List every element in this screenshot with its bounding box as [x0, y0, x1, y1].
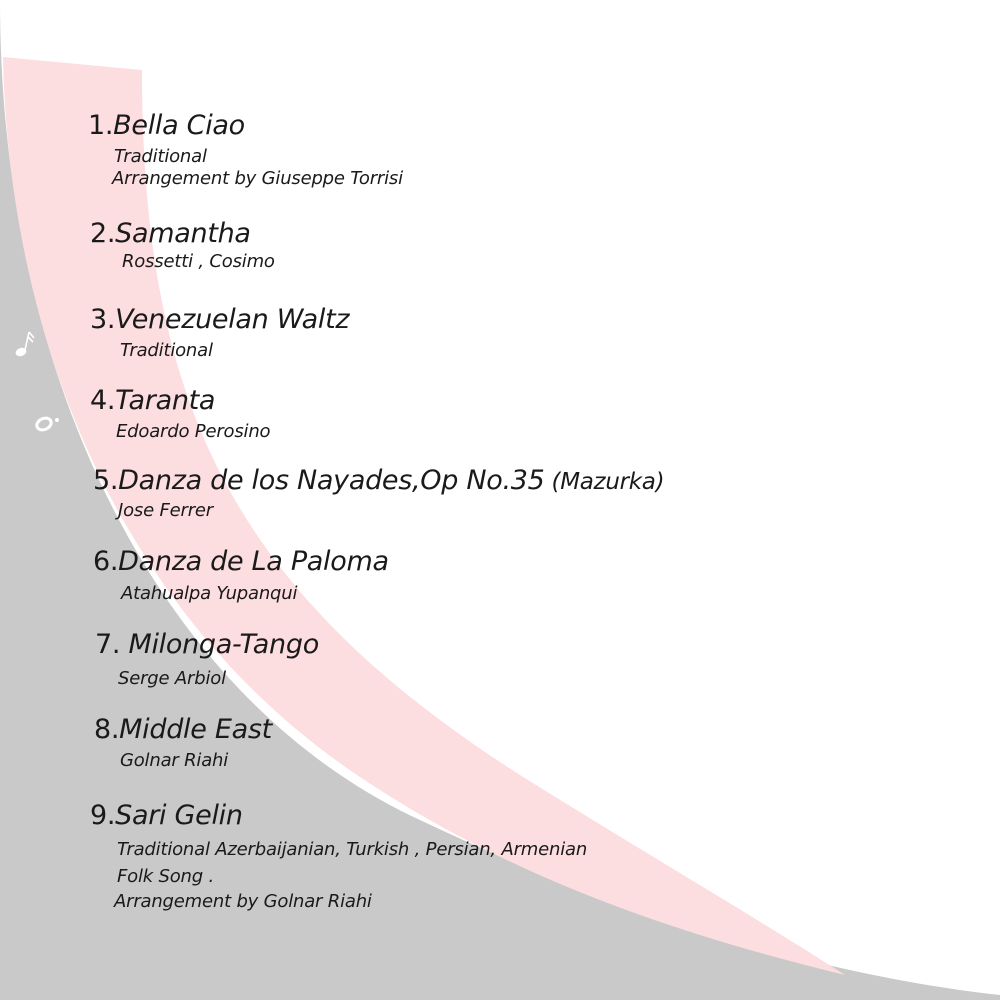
track-credit: Traditional: [120, 340, 213, 361]
track-subtitle: (Mazurka): [544, 469, 665, 495]
track-number: 1.: [88, 110, 114, 141]
track-title: Danza de La Paloma: [118, 546, 389, 577]
track-title: Milonga-Tango: [128, 629, 319, 660]
track-heading: [90, 385, 215, 417]
track-number: 5.: [93, 465, 119, 496]
track-credit: Folk Song .: [117, 866, 215, 887]
track-title: Samantha: [115, 218, 251, 249]
track-heading: [94, 714, 272, 746]
track-heading: [93, 465, 664, 498]
track-title: Middle East: [119, 714, 272, 745]
track-number: 2.: [90, 218, 116, 249]
track-credit: Serge Arbiol: [118, 668, 226, 689]
track-credit: Arrangement by Golnar Riahi: [114, 891, 372, 912]
track-number: 8.: [94, 714, 120, 745]
track-title: Sari Gelin: [115, 800, 243, 831]
track-title: Danza de los Nayades,Op No.35: [118, 465, 545, 496]
track-credit: Atahualpa Yupanqui: [121, 583, 298, 604]
track-title: Bella Ciao: [113, 110, 245, 141]
track-number: 4.: [90, 385, 116, 416]
track-heading: [93, 546, 389, 578]
track-number: 3.: [90, 304, 116, 335]
track-credit: Jose Ferrer: [118, 500, 213, 521]
track-credit: Rossetti , Cosimo: [122, 251, 275, 272]
track-number: 6.: [93, 546, 119, 577]
track-credit: Edoardo Perosino: [116, 421, 271, 442]
track-credit: Traditional: [114, 146, 207, 167]
track-heading: [90, 800, 243, 832]
track-credit: Golnar Riahi: [120, 750, 229, 771]
track-heading: [95, 629, 319, 661]
track-credit: Traditional Azerbaijanian, Turkish , Persian, Armenian: [117, 839, 588, 860]
track-number: 9.: [90, 800, 116, 831]
track-title: Venezuelan Waltz: [115, 304, 350, 335]
track-title: Taranta: [115, 385, 216, 416]
track-heading: [90, 304, 349, 336]
track-number: 7.: [95, 629, 129, 660]
track-heading: [90, 218, 251, 250]
track-heading: [88, 110, 245, 142]
track-credit: Arrangement by Giuseppe Torrisi: [112, 168, 403, 189]
